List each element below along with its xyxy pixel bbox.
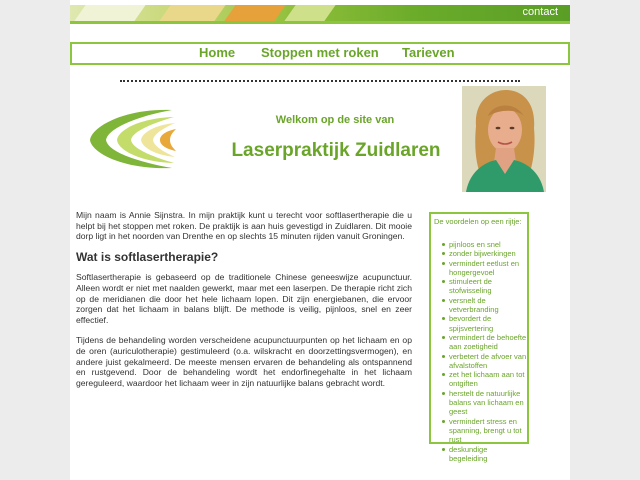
list-item: deskundige begeleiding [449, 445, 527, 464]
logo-swoosh-icon [86, 104, 180, 174]
list-item: zet het lichaam aan tot ontgiften [449, 370, 527, 389]
list-item: vermindert stress en spanning, brengt u tot rust [449, 417, 527, 445]
welcome-text: Welkom op de site van [275, 114, 395, 126]
site-title: Laserpraktijk Zuidlaren [231, 140, 441, 161]
benefits-list [431, 240, 527, 463]
contact-link[interactable]: contact [522, 6, 558, 18]
page [70, 0, 570, 480]
dotted-divider [120, 80, 520, 82]
list-item: bevordert de spijsvertering [449, 314, 527, 333]
body-paragraph-1: Softlasertherapie is gebaseerd op de traditionele Chinese geneeswijze acupunctuur. Alleen wordt er niet met naalden gewerkt, maar met een laserpen. De therapie richt zich op de meridianen die door het hele lichaam lopen. Dit zijn energiebanen, die ervoor zorgen dat het lichaam in balans blijft. De methode is veilig, pijnloos, snel en zeer effectief. [76, 272, 412, 325]
nav-item-home[interactable]: Home [199, 45, 236, 60]
main-nav [70, 42, 570, 65]
banner-divider [70, 21, 570, 24]
body-paragraph-2: Tijdens de behandeling worden verscheidene acupunctuurpunten op het lichaam en op de oren (auriculotherapie) gestimuleerd (o.a. wilskracht en doorzettingsvermogen), en andere juist gekalmeerd. De meeste mensen ervaren de behandeling als ontspannend en rustgevend. Door de behandeling wordt het endorfinegehalte in het lichaam gereguleerd, waardoor het lichaam weer in zijn natuurlijke balans gebracht wordt. [76, 335, 412, 388]
list-item: zonder bijwerkingen [449, 249, 527, 258]
sidebar-title: De voordelen op een rijtje: [434, 217, 522, 226]
list-item: verbetert de afvoer van afvalstoffen [449, 351, 527, 370]
list-item: vermindert de behoefte aan zoetigheid [449, 332, 527, 352]
main-content [76, 210, 412, 398]
section-heading: Wat is softlasertherapie? [76, 249, 219, 264]
benefits-sidebar [429, 212, 529, 463]
list-item: pijnloos en snel [449, 240, 527, 249]
list-item: herstelt de natuurlijke balans van lichaam en geest [449, 389, 527, 417]
portrait-photo [462, 86, 546, 192]
intro-paragraph: Mijn naam is Annie Sijnstra. In mijn praktijk kunt u terecht voor softlasertherapie die u helpt bij het stoppen met roken. De praktijk is aan huis gevestigd in Zuidlaren. Dit mooie dorp ligt in het noorden van Drenthe en op slechts 15 minuten rijden vanuit Groningen. [76, 210, 412, 242]
list-item: stimuleert de stofwisseling [449, 277, 527, 296]
top-banner [70, 5, 570, 21]
nav-item-tarieven[interactable]: Tarieven [402, 45, 455, 60]
list-item: vermindert eetlust en hongergevoel [449, 259, 527, 278]
list-item: versnelt de vetverbranding [449, 296, 527, 315]
nav-item-stoppen-met-roken[interactable]: Stoppen met roken [261, 45, 379, 60]
